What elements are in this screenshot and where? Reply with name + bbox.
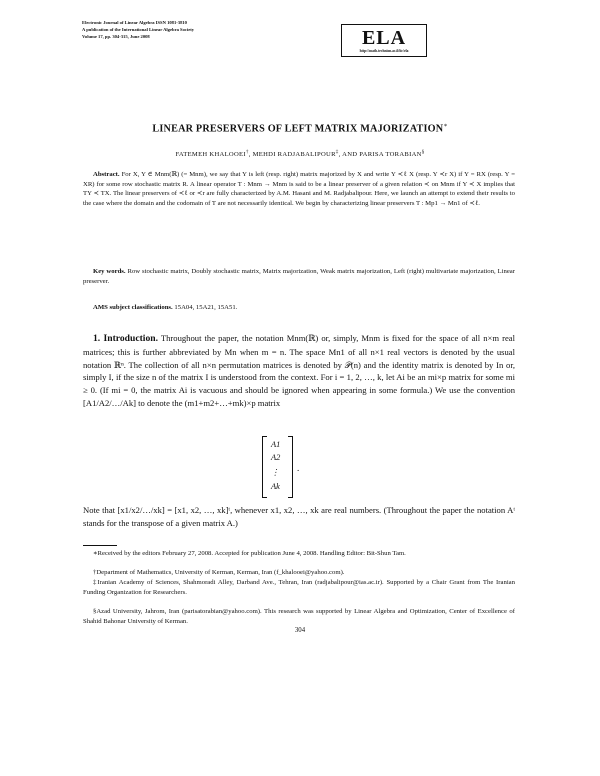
block-matrix	[262, 436, 322, 498]
ela-url-link[interactable]: http://math.technion.ac.il/iic/ela	[359, 49, 409, 53]
author-1-mark: †	[245, 150, 249, 155]
title-footnote-mark: ∗	[443, 123, 448, 129]
journal-publisher: A publication of the International Linear Algebra Society	[82, 26, 195, 32]
intro-text: Throughout the paper, the notation Mnm(ℝ) or, simply, Mnm is fixed for the space of all n×m real matrices; this is further abbreviated by Mn when m = n. The space Mn1 of all n×1 real vectors is denoted by the usual notation ℝⁿ. The collection of all n×n permutation matrices is denoted by 𝒫(n) and the identity matrix is denoted by In or, simply I, if the size n of the matrix I is understood from the context. For i = 1, 2, …, k, let Ai be an mi×p matrix for some mi ≥ 0. (If mi = 0, the matrix Ai is vacuous and should be ignored when appearing in some formula.) We use the convention [A1/A2/…/Ak] to denote the (m1+m2+…+mk)×p matrix	[83, 333, 515, 408]
footnote-affiliation-3: §Azad University, Jahrom, Iran (parisatorabian@yahoo.com). This research was supported by Linear Algebra and Optimization, Center of Excellence of Shahid Bahonar University of Kerman.	[83, 608, 515, 625]
ams-classification	[93, 304, 237, 311]
transpose-note: Note that [x1/x2/…/xk] = [x1, x2, …, xk]ᵗ, whenever x1, x2, …, xk are real numbers. (Throughout the paper the notation Aᵗ stands for the transpose of a given matrix A.)	[83, 505, 515, 528]
abstract	[83, 170, 515, 209]
footnote-affiliation-1: †Department of Mathematics, University of Kerman, Kerman, Iran (f_khalooei@yahoo.com).	[93, 569, 345, 576]
paper-title	[0, 122, 600, 134]
journal-header	[82, 20, 194, 40]
keywords-heading: Key words.	[93, 268, 126, 275]
abstract-text: For X, Y ∈ Mnm(ℝ) (= Mnm), we say that Y is left (resp. right) matrix majorized by X and write Y ≺ℓ X (resp. Y ≺r X) if Y = RX (resp. Y = XR) for some row stochastic matrix R. A linear operator T : Mnm → Mnm is said to be a linear preserver of a given relation ≺ on Mnm if Y ≺ X implies that TY ≺ TX. The linear preservers of ≺ℓ or ≺r are fully characterized by A.M. Hasani and M. Radjabalipour. Here, we launch an attempt to extend their results to the case where the domain and the codomain of T are not necessarily identical. We begin by characterizing linear preservers T : Mp1 → Mn1 of ≺ℓ.	[83, 171, 515, 208]
introduction-paragraph	[83, 332, 515, 410]
section-heading: 1. Introduction.	[93, 333, 158, 344]
matrix-entry: A1	[271, 440, 281, 449]
matrix-entry: Ak	[271, 482, 280, 491]
abstract-heading: Abstract.	[93, 171, 120, 178]
left-bracket	[262, 436, 267, 498]
author-list: FATEMEH KHALOOEI†, MEHDI RADJABALIPOUR‡, AND PARISA TORABIAN§	[175, 150, 425, 159]
footnote-affiliation-2: ‡Iranian Academy of Sciences, Shahmoradi Alley, Darband Ave., Tehran, Iran (radjabalipour@ias.ac.ir). Supported by a Chair Grant from The Iranian Funding Organization for Researchers.	[83, 579, 515, 596]
author-2: MEHDI RADJABALIPOUR	[252, 151, 336, 159]
page-number: 304	[294, 627, 306, 634]
author-2-mark: ‡	[335, 150, 339, 155]
matrix-entry: ⋮	[271, 468, 280, 477]
ams-heading: AMS subject classifications.	[93, 304, 173, 311]
journal-volume: Volume 17, pp. 304-315, June 2008	[82, 33, 150, 39]
journal-name: Electronic Journal of Linear Algebra ISSN 1081-3810	[82, 20, 187, 25]
footnote-received: ∗Received by the editors February 27, 2008. Accepted for publication June 4, 2008. Handling Editor: Bit-Shun Tam.	[93, 550, 406, 557]
ams-codes: 15A04, 15A21, 15A51.	[174, 304, 238, 311]
matrix-punct: .	[297, 463, 300, 473]
author-1: FATEMEH KHALOOEI	[175, 151, 246, 159]
title-text: LINEAR PRESERVERS OF LEFT MATRIX MAJORIZATION	[152, 123, 444, 135]
matrix-entry: A2	[271, 453, 281, 462]
author-3-mark: §	[421, 150, 425, 155]
keywords-text: Row stochastic matrix, Doubly stochastic matrix, Matrix majorization, Weak matrix majorization, Left (right) multivariate majorization, Linear preserver.	[83, 268, 515, 285]
ela-logo-box	[341, 24, 427, 57]
ela-logo: ELA	[361, 27, 407, 49]
keywords	[83, 267, 515, 286]
author-3: AND PARISA TORABIAN	[342, 151, 422, 159]
footnote-rule	[83, 545, 117, 546]
right-bracket	[288, 436, 293, 498]
